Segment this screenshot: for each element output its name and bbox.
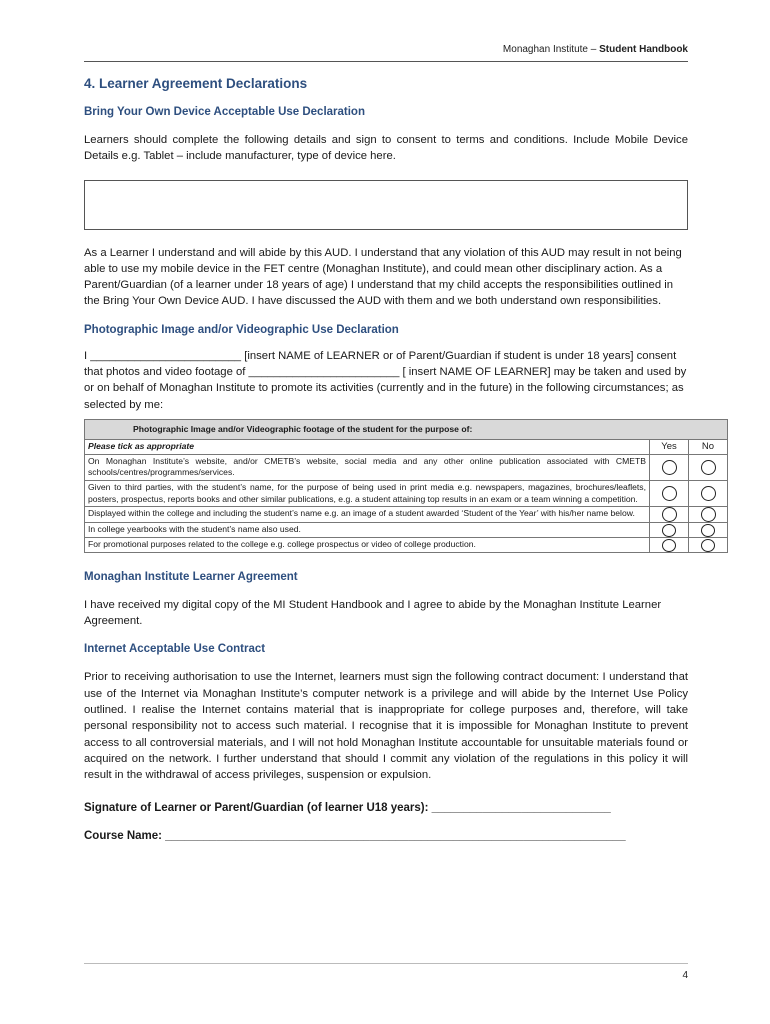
course-name-line[interactable]: Course Name: ________________________________________________________________________ bbox=[84, 829, 626, 842]
section-title: 4. Learner Agreement Declarations bbox=[84, 76, 308, 91]
yes-radio-yearbooks[interactable] bbox=[662, 524, 676, 537]
table-title-row bbox=[85, 419, 728, 439]
agreement-heading: Monaghan Institute Learner Agreement bbox=[84, 570, 298, 583]
table-row bbox=[85, 523, 728, 538]
device-details-box[interactable] bbox=[84, 180, 688, 230]
no-radio-third-parties[interactable] bbox=[701, 486, 716, 501]
yes-header: Yes bbox=[650, 439, 689, 454]
header-institute: Monaghan Institute – bbox=[502, 44, 600, 55]
photo-consent-table bbox=[84, 419, 728, 553]
no-radio-yearbooks[interactable] bbox=[701, 524, 715, 537]
table-row bbox=[85, 481, 728, 507]
purpose-third-parties: Given to third parties, with the student’s name, for the purpose of being used in print media e.g. newspapers, magazines, brochures/leaflets, posters, prospectus, reports books and other similar publications, e.g. a student attaining top results in an exam or a team winning a competition. bbox=[85, 481, 650, 507]
table-header-row bbox=[85, 439, 728, 454]
purpose-displayed: Displayed within the college and including the student’s name e.g. an image of a student awarded ‘Student of the Year’ with his/her name below. bbox=[85, 507, 650, 523]
purpose-yearbooks: In college yearbooks with the student’s name also used. bbox=[85, 523, 650, 538]
table-title: Photographic Image and/or Videographic footage of the student for the purpose of: bbox=[85, 419, 728, 439]
no-radio-website[interactable] bbox=[701, 460, 716, 475]
byod-declaration: As a Learner I understand and will abide by this AUD. I understand that any violation of this AUD may result in not being able to use my mobile device in the FET centre (Monaghan Institute), and could mean other disciplinary action. As a Parent/Guardian (of a learner under 18 years of age) I understand that my child accepts the responsibilities outlined in the Bring Your Own Device AUD. I have discussed the AUD with them and we both understand own responsibilities. bbox=[84, 246, 682, 308]
yes-radio-third-parties[interactable] bbox=[662, 486, 677, 501]
photo-consent: I ________________________ [insert NAME of LEARNER or of Parent/Guardian if student is under 18 years] consent that photos and video footage of ________________________ [ insert NAME OF LEARNER] may be taken and used by or on behalf of Monaghan Institute to promote its activities (currently and in the future) in the following circumstances; as selected by me: bbox=[84, 349, 687, 411]
page-number: 4 bbox=[682, 970, 688, 981]
yes-radio-promotional[interactable] bbox=[662, 539, 676, 552]
signature-line[interactable]: Signature of Learner or Parent/Guardian (of learner U18 years): ____________________________ bbox=[84, 801, 611, 814]
no-radio-displayed[interactable] bbox=[701, 507, 716, 522]
table-row bbox=[85, 538, 728, 553]
internet-text: Prior to receiving authorisation to use the Internet, learners must sign the following contract document: I understand that use of the Internet via Monaghan Institute’s computer network is a privilege and will abide by the Internet Use Policy outlined. I realise the Internet contains material that is inappropriate for college purposes and, therefore, will take personal responsibility not to access such material. I recognise that it is impossible for Monaghan Institute to prevent access to all controversial materials, and I will not hold Monaghan Institute accountable for unsuitable materials found or acquired on the network. I further understand that should I commit any violation of the regulations in this policy it will result in the withdrawal of access privileges, suspension or expulsion. bbox=[84, 671, 688, 782]
footer-divider bbox=[84, 963, 688, 964]
yes-radio-website[interactable] bbox=[662, 460, 677, 475]
purpose-promotional: For promotional purposes related to the college e.g. college prospectus or video of college production. bbox=[85, 538, 650, 553]
no-header: No bbox=[689, 439, 728, 454]
page-content bbox=[84, 72, 715, 842]
photo-heading: Photographic Image and/or Videographic Use Declaration bbox=[84, 323, 399, 336]
tick-label: Please tick as appropriate bbox=[85, 439, 650, 454]
internet-heading: Internet Acceptable Use Contract bbox=[84, 643, 266, 656]
byod-heading: Bring Your Own Device Acceptable Use Declaration bbox=[84, 106, 365, 118]
table-row bbox=[85, 507, 728, 523]
table-row bbox=[85, 454, 728, 480]
no-radio-promotional[interactable] bbox=[701, 539, 715, 552]
purpose-website: On Monaghan Institute’s website, and/or CMETB’s website, social media and any other online publication associated with CMETB schools/centres/programmes/services. bbox=[85, 454, 650, 480]
agreement-text: I have received my digital copy of the MI Student Handbook and I agree to abide by the Monaghan Institute Learner Agreement. bbox=[84, 598, 662, 628]
yes-radio-displayed[interactable] bbox=[662, 507, 677, 522]
page-header bbox=[84, 44, 688, 62]
header-handbook: Student Handbook bbox=[599, 44, 688, 55]
byod-intro: Learners should complete the following details and sign to consent to terms and conditions. Include Mobile Device Details e.g. Tablet – include manufacturer, type of device here. bbox=[84, 134, 688, 163]
